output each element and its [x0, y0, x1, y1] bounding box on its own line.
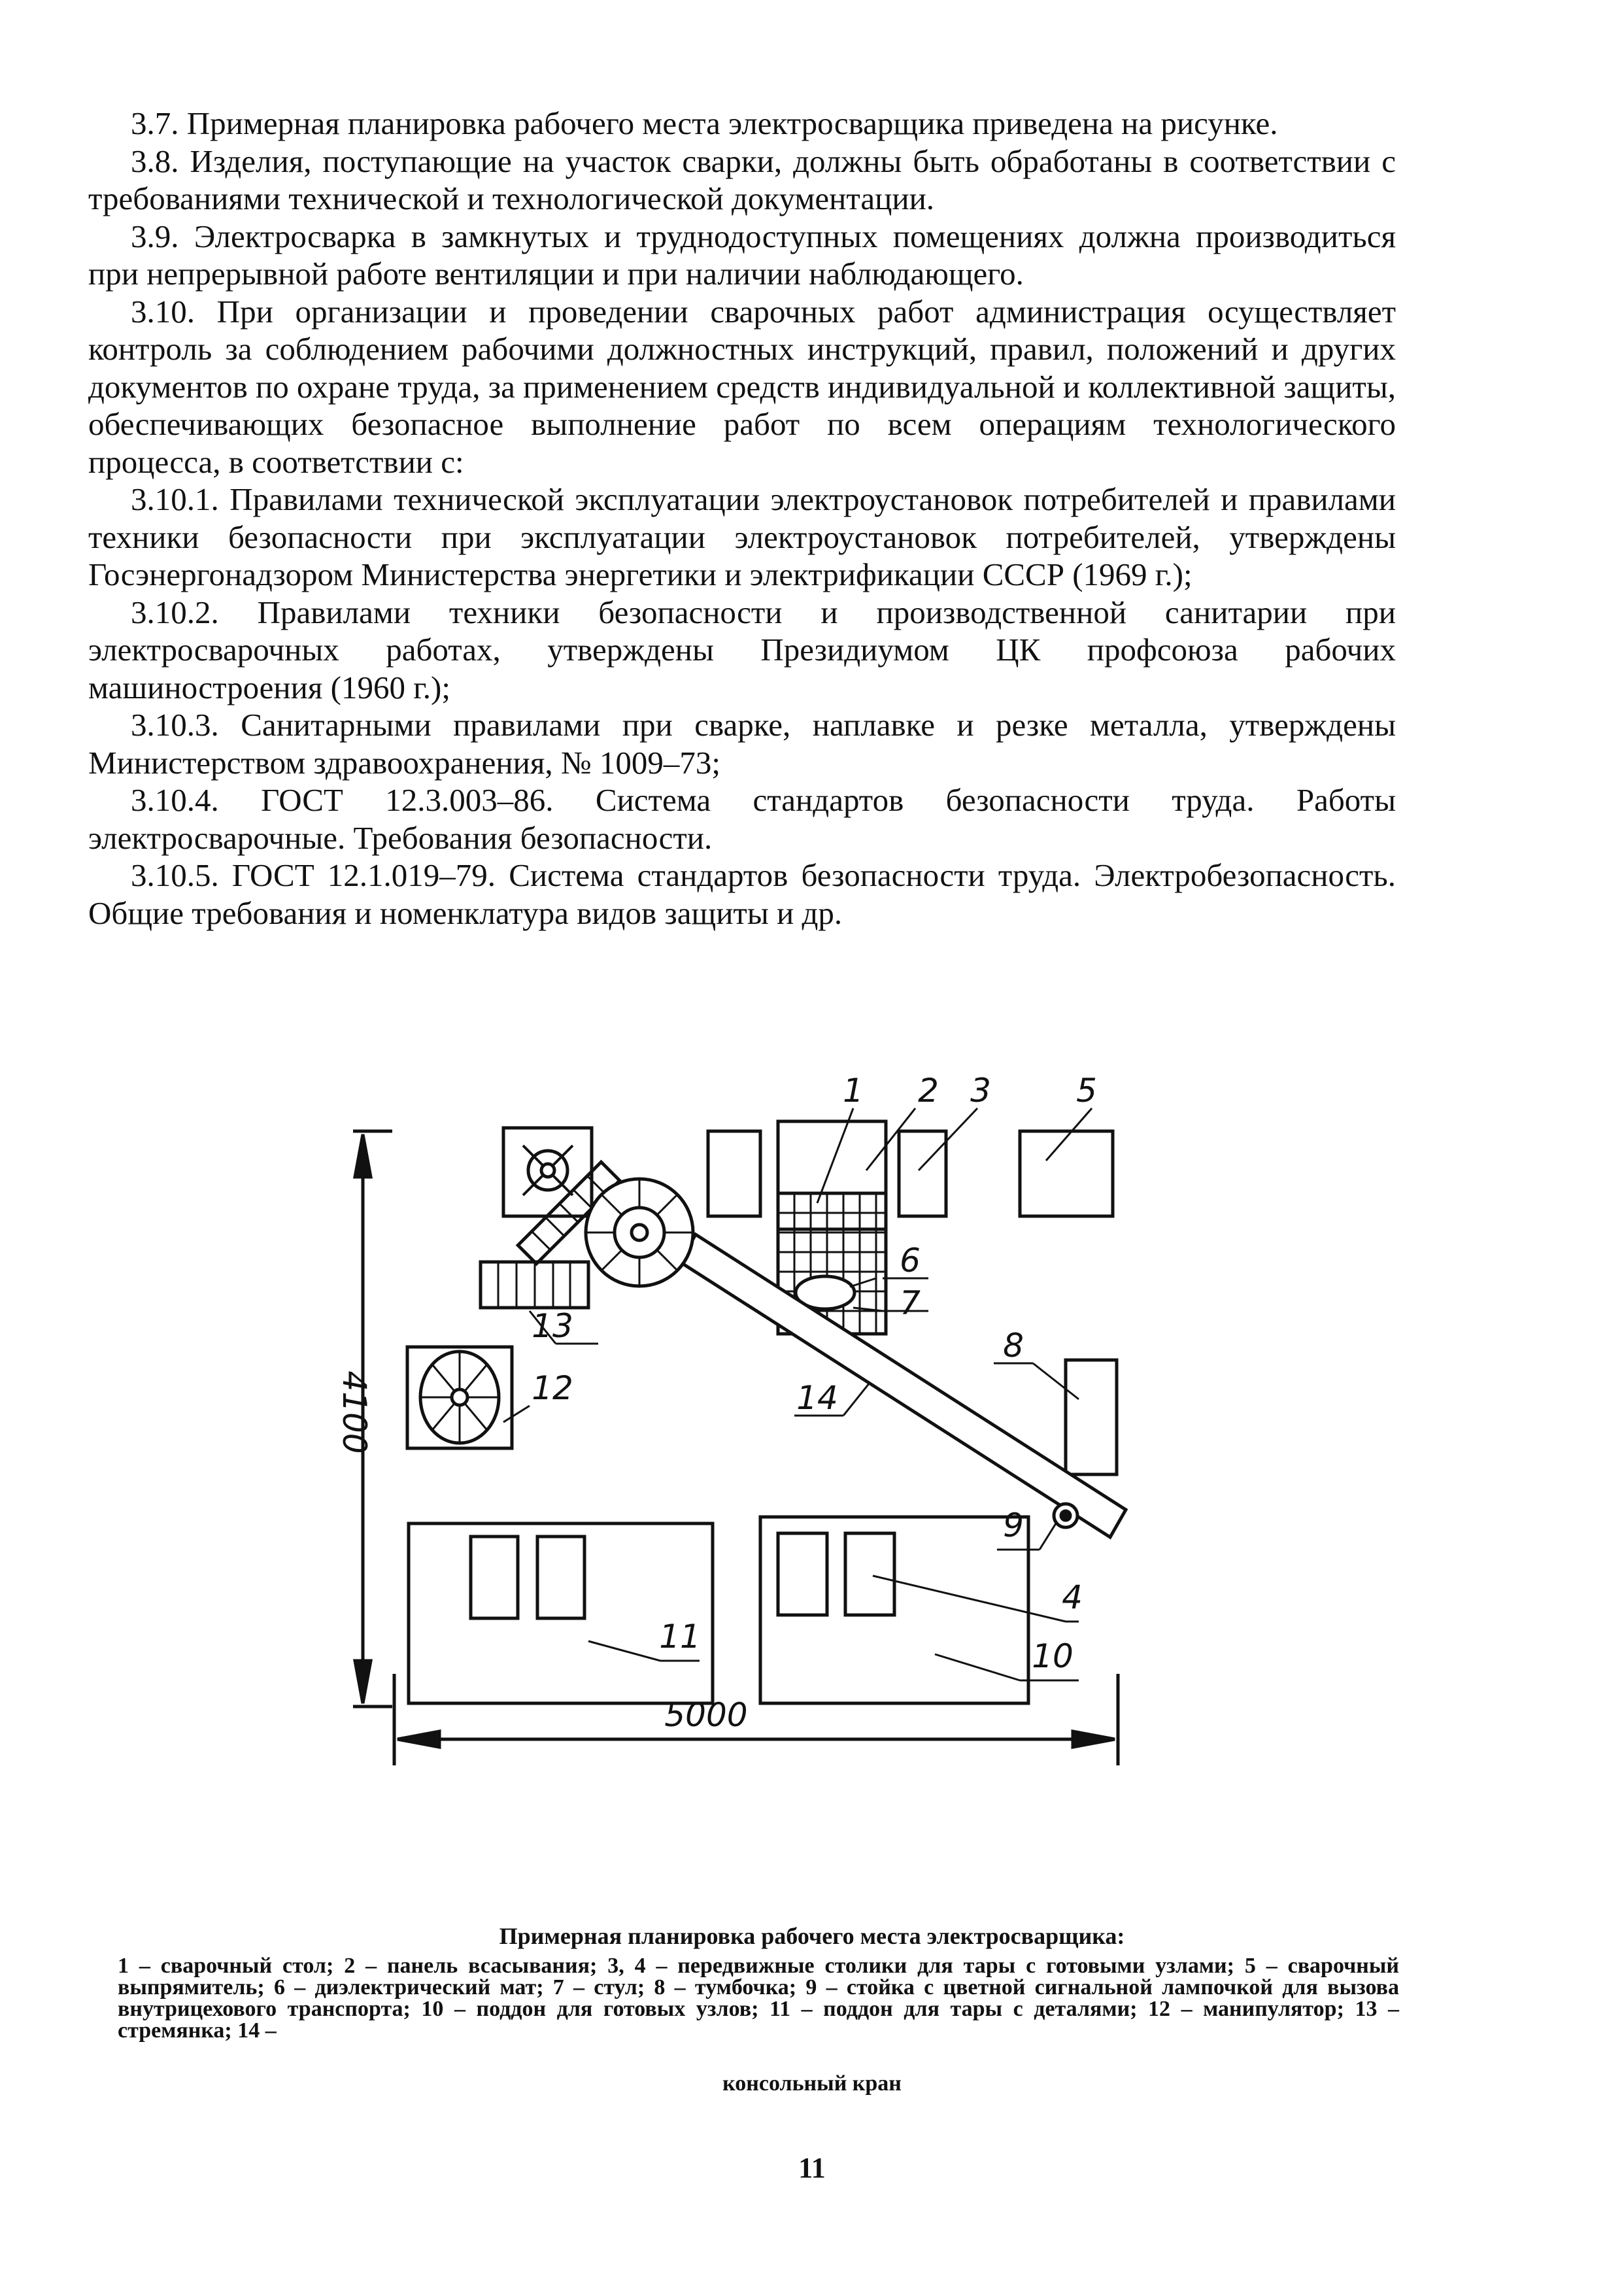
label-13: 13 [532, 1307, 573, 1345]
label-2: 2 [918, 1072, 939, 1110]
label-1: 1 [843, 1072, 864, 1110]
paragraph-3-7: 3.7. Примерная планировка рабочего места электросварщика приведена на рисунке. [131, 105, 1278, 141]
manipulator-top [503, 1128, 592, 1216]
crane-wheel [586, 1179, 693, 1286]
label-10: 10 [1032, 1637, 1074, 1675]
welding-rectifier [1020, 1131, 1113, 1216]
console-crane-boom [680, 1234, 1126, 1537]
label-8: 8 [1003, 1327, 1024, 1365]
paragraph-3-10-3: 3.10.3. Санитарными правилами при сварке, наплавке и резке металла, утверждены Министерством здравоохранения, № 1009–73; [88, 707, 1396, 781]
mobile-table-left [708, 1131, 760, 1216]
figure-caption-legend: 1 – сварочный стол; 2 – панель всасывания; 3, 4 – передвижные столики для тары с готовыми узлами; 5 – сварочный выпрямитель; 6 – диэлектрический мат; 7 – стул; 8 – тумбочка; 9 – стойка с цветной сигнальной лампочкой для вызова внутрицехового транспорта; 10 – поддон для готовых узлов; 11 – поддон для тары с деталями; 12 – манипулятор; 13 – стремянка; 14 – [118, 1954, 1399, 2043]
label-4: 4 [1062, 1578, 1083, 1616]
dim-width-label: 5000 [664, 1696, 748, 1734]
label-12: 12 [532, 1369, 573, 1407]
paragraph-3-10: 3.10. При организации и проведении сварочных работ администрация осуществляет контроль за соблюдением рабочими должностных инструкций, правил, положений и других документов по охране труда, за применением средств индивидуальной и коллективной защиты, обеспечивающих безопасное выполнение работ по всем операциям технологического процесса, в соответствии с: [88, 293, 1396, 480]
label-9: 9 [1003, 1506, 1024, 1544]
dim-height-label: 4100 [335, 1370, 373, 1454]
figure-caption-last-line: консольный кран [722, 2071, 902, 2096]
manipulator [407, 1347, 512, 1448]
page-number: 11 [798, 2152, 826, 2184]
label-14: 14 [796, 1379, 838, 1417]
label-5: 5 [1076, 1072, 1097, 1110]
paragraph-3-8: 3.8. Изделия, поступающие на участок сварки, должны быть обработаны в соответствии с требованиями технической и технологической документации. [88, 143, 1396, 216]
parts-pallet [409, 1523, 713, 1703]
paragraph-3-10-1: 3.10.1. Правилами технической эксплуатации электроустановок потребителей и правилами техники безопасности при эксплуатации электроустановок потребителей, утверждены Госэнергонадзором Министерства энергетики и электрификации СССР (1969 г.); [88, 481, 1396, 592]
label-7: 7 [900, 1284, 921, 1322]
assemblies-pallet [760, 1517, 1028, 1703]
mobile-table-3 [899, 1131, 946, 1216]
paragraph-3-10-5: 3.10.5. ГОСТ 12.1.019–79. Система стандартов безопасности труда. Электробезопасность. Общие требования и номенклатура видов защиты и др. [88, 857, 1396, 931]
label-3: 3 [970, 1072, 991, 1110]
stepladder [481, 1262, 588, 1308]
label-11: 11 [659, 1618, 701, 1656]
dimension-width [394, 1674, 1118, 1765]
paragraph-3-10-2: 3.10.2. Правилами техники безопасности и производственной санитарии при электросварочных работах, утверждены Президиумом ЦК профсоюза рабочих машиностроения (1960 г.); [88, 594, 1396, 706]
bedside-cabinet [1066, 1360, 1117, 1474]
paragraph-3-10-4: 3.10.4. ГОСТ 12.3.003–86. Система стандартов безопасности труда. Работы электросварочные. Требования безопасности. [88, 782, 1396, 856]
figure-caption-title: Примерная планировка рабочего места электросварщика: [499, 1923, 1125, 1949]
paragraph-3-9: 3.9. Электросварка в замкнутых и труднодоступных помещениях должна производиться при непрерывной работе вентиляции и при наличии наблюдающего. [88, 218, 1396, 292]
label-6: 6 [900, 1242, 921, 1280]
